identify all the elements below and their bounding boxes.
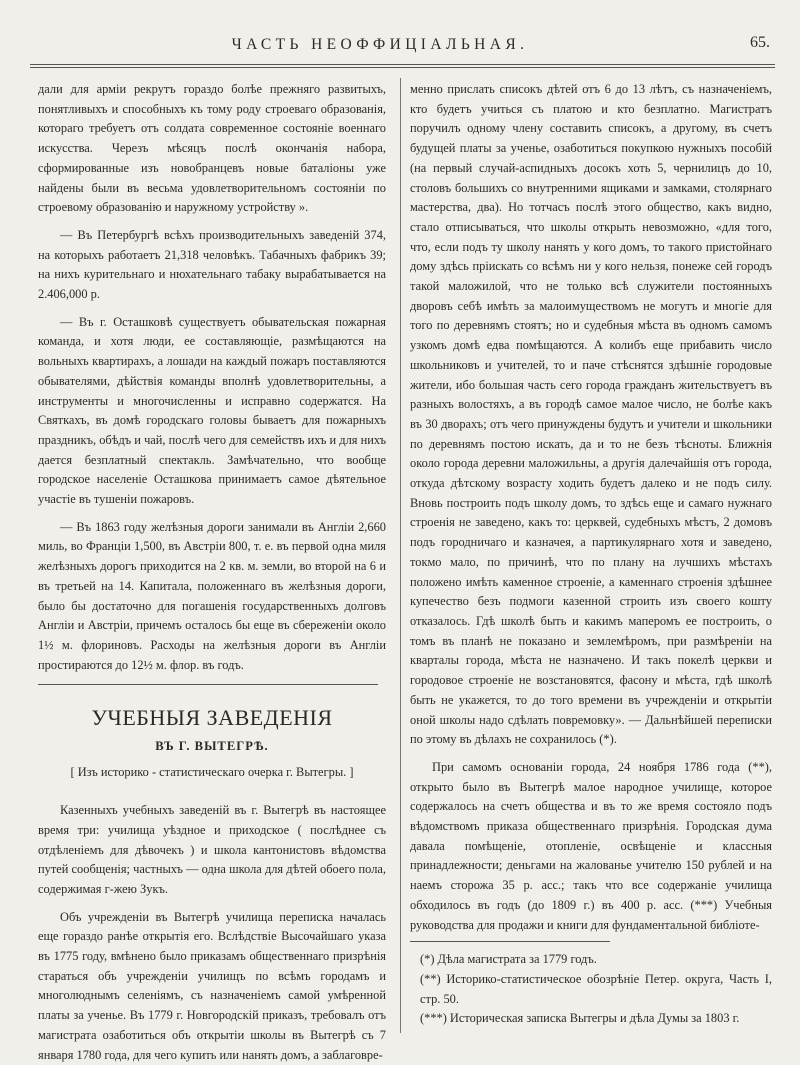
right-column bbox=[410, 80, 772, 1029]
school-founding-paragraph: При самомъ основаніи города, 24 ноября 1786 года (**), открыто было въ Вытегрѣ малое народное училище, которое содержалось на счетъ общества и въ то же время состояло подъ вѣдомствомъ приказа общественнаго призрѣнія. Городская дума давала помѣщеніе, отопленіе, освѣщеніе и классныя принадлежности; деньгами на жалованье учителю 150 рублей и на наемъ сторожа 35 р. асс.; такъ что все содержаніе училища обходилось въ годъ (до 1809 г.) въ 400 р. асс. (***) Учебныя руководства для продажи и книги для фундаментальной библіоте- bbox=[410, 759, 772, 932]
left-column bbox=[38, 80, 386, 1065]
header-rule-bottom bbox=[30, 67, 775, 68]
railways-paragraph: — Въ 1863 году желѣзныя дороги занимали въ Англіи 2,660 миль, во Франціи 1,500, въ Австріи 800, т. е. въ первой одна миля желѣзныхъ дорогъ приходится на 2 кв. м. земли, во второй на 6 и въ третьей на 14. Капитала, положеннаго въ желѣзныя дороги, было бы достаточно для погашенія государственныхъ долговъ Англіи и Австріи, причемъ осталось бы еще въ сбереженіи около 1½ м. флориновъ. Расходы на желѣзныя дороги въ Англіи простираются до 12½ м. флор. въ годъ. bbox=[38, 519, 386, 672]
schools-history-paragraph: Объ учрежденіи въ Вытегрѣ училища переписка началась еще гораздо ранѣе открытія его. Вслѣдствіе Высочайшаго указа въ 1775 году, вмѣнено было приказамъ общественнаго призрѣнія стараться объ учрежденіи училищъ по всѣмъ городамъ и многолюднымъ селеніямъ, съ назначеніемъ самой умѣренной платы за ученье. Въ 1779 г. Новгородскій приказъ, требовалъ отъ магистрата озаботиться объ открытіи школы въ Вытегрѣ съ 7 января 1780 года, для чего купить или нанять домъ, а заблаговре- bbox=[38, 909, 386, 1062]
ostashkov-fire-brigade-paragraph: — Въ г. Осташковѣ существуетъ обывательская пожарная команда, и хотя люди, ее составляющіе, размѣщаются на вольныхъ квартирахъ, а лошади на каждый пожаръ поставляются обывателями, дѣйствія команды вполнѣ удовлетворительны, а инструменты и многочисленны и исправно содержатся. На Святкахъ, въ домѣ городскаго головы бываетъ для пожарныхъ праздникъ, обѣдъ и чай, послѣ чего для семействъ ихъ и для нихъ дается безплатный спектакль. Замѣчательно, что вообще городское населеніе Осташкова принимаетъ самое дѣятельное участіе въ тушеніи пожаровъ. bbox=[38, 314, 386, 507]
column-divider bbox=[400, 78, 401, 1033]
army-recruits-paragraph: дали для арміи рекрутъ гораздо болѣе прежняго развитыхъ, понятливыхъ и способныхъ къ тому роду строеваго образованія, котораго требуетъ отъ солдата современное состояніе военнаго искусства. Черезъ мѣсяцъ послѣ окончанія набора, сформированные изъ новобранцевъ новые баталіоны уже найдены были въ весьма удовлетворительномъ состояніи по строевому образованію и наружному устройству ». bbox=[38, 82, 386, 215]
schools-intro-paragraph: Казенныхъ учебныхъ заведеній въ г. Вытегрѣ въ настоящее время три: училища уѣздное и приходское ( послѣднее съ отдѣленіемъ для дѣвочекъ ) и школа кантонистовъ вѣдомства путей сообщенія; частныхъ — одна школа для дѣтей обоего пола, содержимая г-жею Зукъ. bbox=[38, 803, 386, 896]
section-title: УЧЕБНЫЯ ЗАВЕДЕНІЯ bbox=[91, 705, 333, 731]
header-rule-top bbox=[30, 64, 775, 65]
footnote-1: (*) Дѣла магистрата за 1779 годъ. bbox=[420, 952, 597, 967]
section-source-note: [ Изъ историко - статистическаго очерка г. Вытегры. ] bbox=[70, 765, 354, 780]
section-separator bbox=[38, 684, 378, 685]
footnote-3: (***) Историческая записка Вытегры и дѣла Думы за 1803 г. bbox=[420, 1011, 740, 1026]
running-title: ЧАСТЬ НЕОФФИЦІАЛЬНАЯ. bbox=[231, 36, 529, 53]
footnote-separator bbox=[410, 941, 610, 942]
petersburg-factories-paragraph: — Въ Петербургѣ всѣхъ производительныхъ заведеній 374, на которыхъ работаетъ 21,318 человѣкъ. Табачныхъ фабрикъ 39; на нихъ курительнаго и нюхательнаго табаку вырабатывается на 2.406,000 р. bbox=[38, 227, 386, 302]
footnotes bbox=[410, 950, 772, 1029]
magistrate-correspondence-paragraph: менно прислать списокъ дѣтей отъ 6 до 13 лѣтъ, съ назначеніемъ, кто будетъ учиться съ платою и кто безплатно. Магистратъ поручилъ одному члену составить списокъ, а другому, въ счетъ будущей платы за ученье, озаботиться покупкою нужныхъ пособій (на первый случай-аспидныхъ досокъ хоть 5, чернилицъ до 10, столовъ большихъ со внутренними ящиками и замками, столярнаго мастерства, два). Но тотчасъ послѣ этого общество, какъ видно, стало отписываться, что школы открыть невозможно, «для того, что, если подъ ту школу нанять у кого домъ, то такого пристойнаго дому здѣсь пріискать со всѣмъ ни у кого нельзя, понеже сей городъ такой маложилой, что не только всѣ служители постоянныхъ дворовъ себѣ имѣть за малоимуществомъ не могутъ и многіе для того по деревнямъ стоятъ; но и судебныя мѣста въ одномъ самомъ узкомъ домѣ едва помѣщаются. А колибъ еще прибавить число школьниковъ и учителей, то и паче стѣснятся здѣшніе городовые жители, ибо большая часть сего города гражданъ жительствуетъ въ разныхъ волостяхъ, а въ городѣ самое малое число, не болѣе какъ въ 30 дворахъ; отъ чего принуждены будутъ и учители и школьники по деревнямъ постою искать, да и то не безъ тѣсноты. Ближнія около города деревни маложильны, а другія далечайшія отъ города, откуда дѣтскому возрасту ходить будетъ далеко и не подъ силу. Вновь построить подъ школу домъ, то здѣсь еще и самаго нужнаго строенія не заведено, какъ то: церквей, судебныхъ мѣстъ, 2 домовъ подъ городничаго и казначея, а партикулярнаго хотя и заведено, токмо мало, по причинѣ, что по плану на лучшихъ мѣстахъ положено имѣть каменное строеніе, а каменнаго строенія здѣшнее купечество безъ подмоги казенной строить изъ своего кошту отказалось. Гдѣ школѣ быть и какимъ маперомъ ее построить, о томъ въ планѣ не показано и землемѣромъ, при размѣреніи на кварталы города, мѣста не назначено. И такъ покелѣ церкви и городовое строеніе не возстановятся, фасону и мѣста, гдѣ школѣ быть не укажется, то до того времени въ учрежденіи и открытіи оной школы надо сдѣлать повремовку». — Дальнѣйшей переписки по этому въ дѣлахъ не сохранилось (*). bbox=[410, 82, 772, 747]
footnote-2: (**) Историко-статистическое обозрѣніе Петер. округа, Часть I, стр. 50. bbox=[420, 971, 772, 1006]
section-subtitle: ВЪ Г. ВЫТЕГРѢ. bbox=[155, 739, 269, 754]
page-number: 65. bbox=[750, 34, 770, 51]
